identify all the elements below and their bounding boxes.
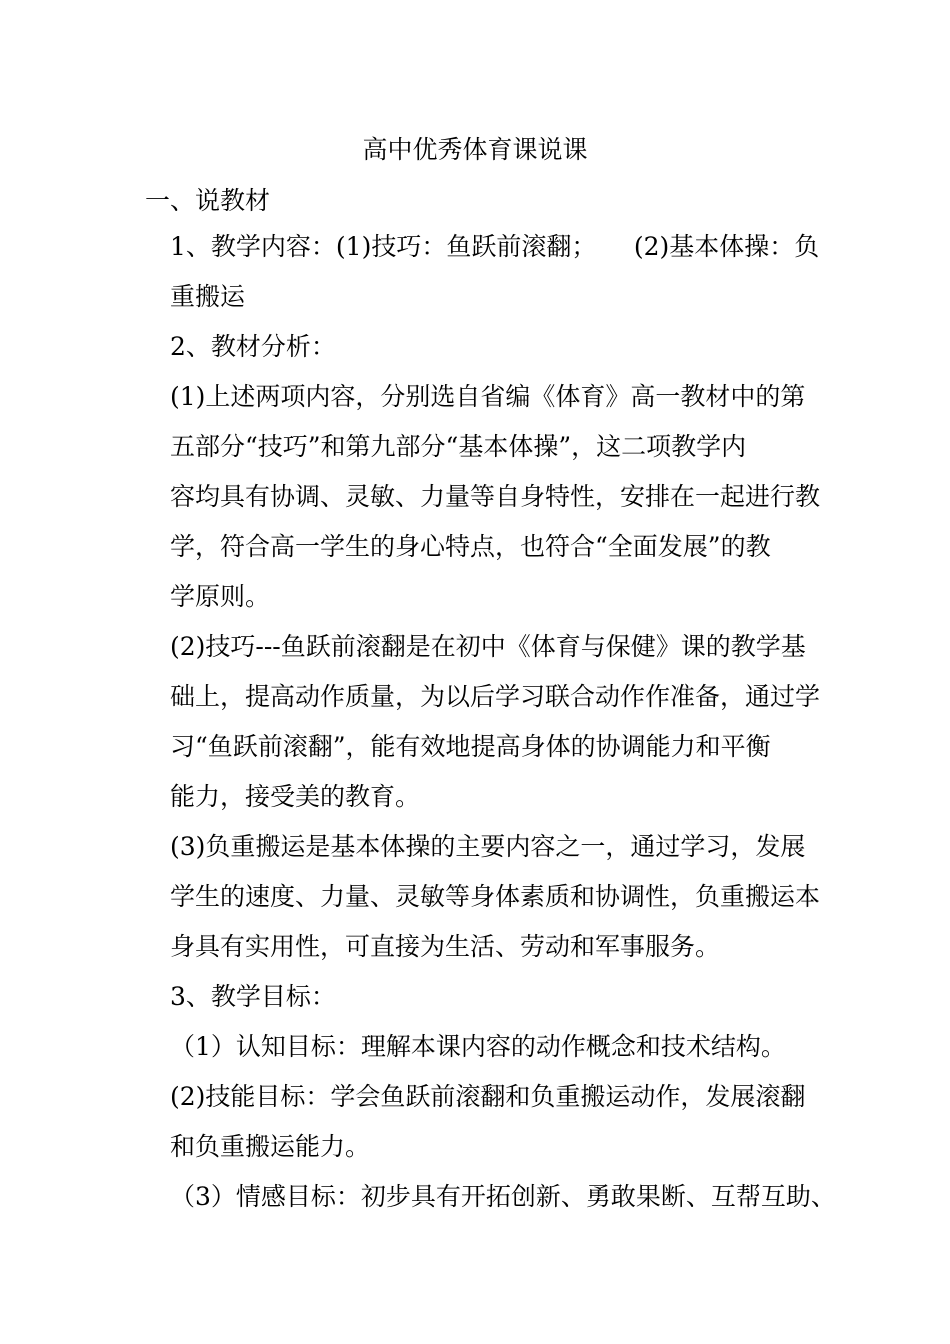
text-line: 础上，提高动作质量，为以后学习联合动作作准备，通过学 xyxy=(170,682,821,711)
text-line: 容均具有协调、灵敏、力量等自身特性，安排在一起进行教 xyxy=(170,482,821,511)
text-line: (1)上述两项内容，分别选自省编《体育》高一教材中的第 xyxy=(170,382,806,411)
text-line: 和负重搬运能力。 xyxy=(170,1132,371,1161)
text-line: (3)负重搬运是基本体操的主要内容之一，通过学习，发展 xyxy=(170,832,806,861)
text-line: 2、教材分析： xyxy=(170,332,336,361)
section-heading: 一、说教材 xyxy=(145,186,271,215)
document-title: 高中优秀体育课说课 xyxy=(362,135,588,164)
text-line: 学原则。 xyxy=(170,582,271,611)
text-line: 学生的速度、力量、灵敏等身体素质和协调性，负重搬运本 xyxy=(170,882,821,911)
body-paragraphs xyxy=(170,222,836,1222)
text-line: （1）认知目标：理解本课内容的动作概念和技术结构。 xyxy=(170,1032,786,1061)
text-line: 身具有实用性，可直接为生活、劳动和军事服务。 xyxy=(170,932,721,961)
text-line: (2)技能目标：学会鱼跃前滚翻和负重搬运动作，发展滚翻 xyxy=(170,1082,806,1111)
text-line: 习“鱼跃前滚翻”，能有效地提高身体的协调能力和平衡 xyxy=(170,732,771,761)
text-line: 1、教学内容：(1)技巧：鱼跃前滚翻； (2)基本体操：负 xyxy=(170,232,820,261)
text-line: 五部分“技巧”和第九部分“基本体操”，这二项教学内 xyxy=(170,432,747,461)
text-line: 能力，接受美的教育。 xyxy=(170,782,421,811)
text-line: 学，符合高一学生的身心特点，也符合“全面发展”的教 xyxy=(170,532,771,561)
text-line: 重搬运 xyxy=(170,282,246,311)
text-line: (2)技巧---鱼跃前滚翻是在初中《体育与保健》课的教学基 xyxy=(170,632,806,661)
text-line: 3、教学目标： xyxy=(170,982,336,1011)
text-line: （3）情感目标：初步具有开拓创新、勇敢果断、互帮互助、 xyxy=(170,1182,836,1211)
